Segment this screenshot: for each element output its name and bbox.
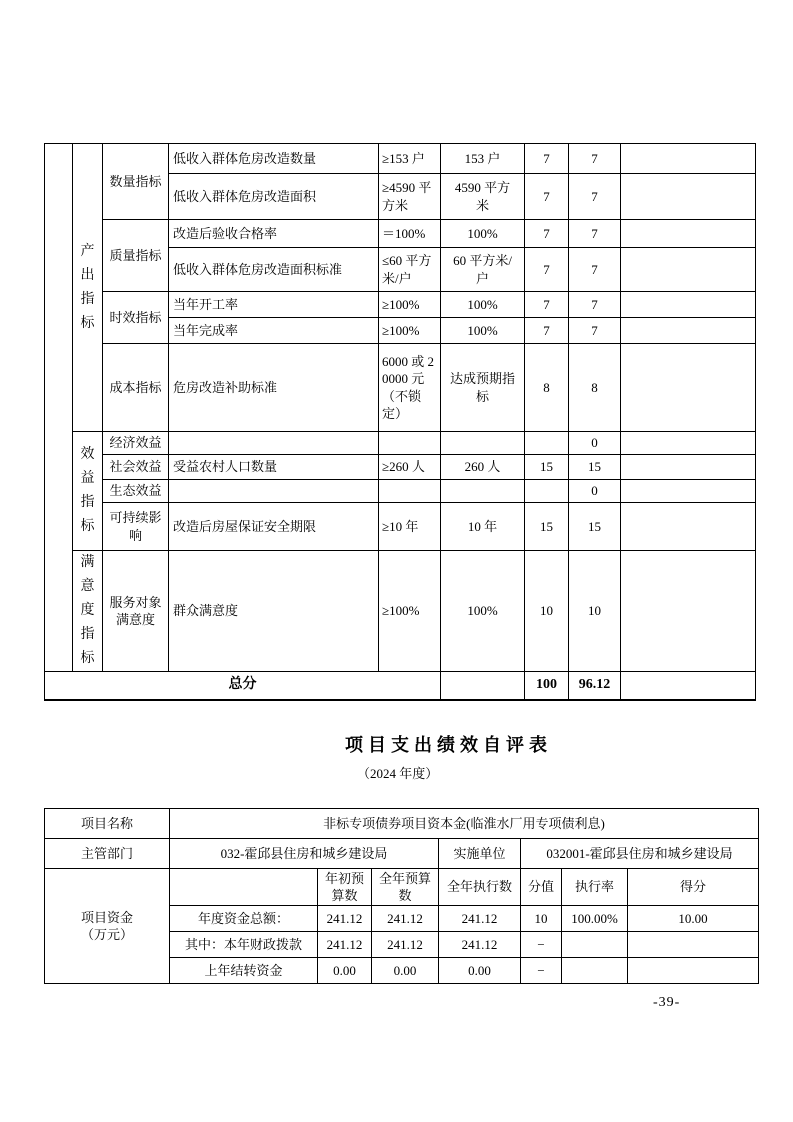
table-row xyxy=(45,839,759,869)
indicator-name-cell: 低收入群体危房改造数量 xyxy=(169,144,379,174)
remark-cell xyxy=(621,292,756,318)
actual-value-cell: 4590 平方米 xyxy=(441,174,525,220)
fund-executed-cell: 0.00 xyxy=(439,958,521,984)
header-annual-budget: 全年预算数 xyxy=(372,869,439,906)
page-title: 项目支出绩效自评表 xyxy=(345,735,552,755)
fund-score-cell xyxy=(628,958,759,984)
points-cell: 15 xyxy=(525,455,569,480)
subgroup-cell: 成本指标 xyxy=(103,344,169,432)
funds-label-cell xyxy=(45,869,170,984)
fund-score-cell: 10.00 xyxy=(628,906,759,932)
score-cell: 7 xyxy=(569,248,621,292)
indicator-name-cell: 当年完成率 xyxy=(169,318,379,344)
fund-row-label: 其中：本年财政拨款 xyxy=(170,932,318,958)
table-row xyxy=(45,455,756,480)
target-value-cell: ＝100% xyxy=(379,220,441,248)
target-value-cell xyxy=(379,432,441,455)
target-value-cell: ≥100% xyxy=(379,551,441,672)
fund-executed-cell: 241.12 xyxy=(439,906,521,932)
total-label-cell: 总分 xyxy=(45,672,441,700)
actual-value-cell: 达成预期指标 xyxy=(441,344,525,432)
fund-points-cell: − xyxy=(521,932,562,958)
score-cell: 15 xyxy=(569,503,621,551)
actual-value-cell: 260 人 xyxy=(441,455,525,480)
fund-annual-cell: 241.12 xyxy=(372,932,439,958)
project-name-label-cell: 项目名称 xyxy=(45,809,170,839)
fund-rate-cell xyxy=(562,932,628,958)
fund-executed-cell: 241.12 xyxy=(439,932,521,958)
points-cell: 15 xyxy=(525,503,569,551)
actual-value-cell: 10 年 xyxy=(441,503,525,551)
dept-label-cell: 主管部门 xyxy=(45,839,170,869)
indicator-name-cell: 低收入群体危房改造面积 xyxy=(169,174,379,220)
score-cell: 7 xyxy=(569,174,621,220)
table-row xyxy=(45,344,756,432)
points-cell: 10 xyxy=(525,551,569,672)
target-value-cell: ≥260 人 xyxy=(379,455,441,480)
table-row xyxy=(45,503,756,551)
remark-cell xyxy=(621,220,756,248)
indicator-name-cell: 改造后验收合格率 xyxy=(169,220,379,248)
spacer-cell xyxy=(45,144,73,672)
points-cell: 7 xyxy=(525,220,569,248)
table-row xyxy=(45,480,756,503)
table-row xyxy=(45,551,756,672)
score-cell: 7 xyxy=(569,144,621,174)
table-row xyxy=(45,220,756,248)
total-points-cell: 100 xyxy=(525,672,569,700)
points-cell: 7 xyxy=(525,144,569,174)
total-score-cell: 96.12 xyxy=(569,672,621,700)
actual-value-cell: 100% xyxy=(441,220,525,248)
actual-value-cell xyxy=(441,432,525,455)
score-cell: 7 xyxy=(569,292,621,318)
subgroup-cell: 可持续影响 xyxy=(103,503,169,551)
remark-cell xyxy=(621,318,756,344)
points-cell: 7 xyxy=(525,248,569,292)
table-row xyxy=(45,432,756,455)
score-cell: 8 xyxy=(569,344,621,432)
score-cell: 10 xyxy=(569,551,621,672)
score-cell: 7 xyxy=(569,220,621,248)
table-row xyxy=(45,809,759,839)
points-cell: 7 xyxy=(525,318,569,344)
remark-cell xyxy=(621,248,756,292)
target-value-cell: ≥153 户 xyxy=(379,144,441,174)
fund-rate-cell xyxy=(562,958,628,984)
group-cell-output xyxy=(73,144,103,432)
actual-value-cell: 100% xyxy=(441,318,525,344)
subgroup-cell: 经济效益 xyxy=(103,432,169,455)
indicator-name-cell: 危房改造补助标准 xyxy=(169,344,379,432)
target-value-cell: ≤60 平方米/户 xyxy=(379,248,441,292)
indicator-name-cell xyxy=(169,480,379,503)
target-value-cell: ≥10 年 xyxy=(379,503,441,551)
table-row xyxy=(45,869,759,906)
indicator-name-cell: 受益农村人口数量 xyxy=(169,455,379,480)
subgroup-cell: 时效指标 xyxy=(103,292,169,344)
fund-annual-cell: 241.12 xyxy=(372,906,439,932)
score-cell: 15 xyxy=(569,455,621,480)
page-subtitle: （2024 年度） xyxy=(357,766,439,781)
remark-cell xyxy=(621,144,756,174)
subgroup-cell: 质量指标 xyxy=(103,220,169,292)
table-row xyxy=(45,292,756,318)
header-score: 得分 xyxy=(628,869,759,906)
header-executed: 全年执行数 xyxy=(439,869,521,906)
points-cell xyxy=(525,480,569,503)
remark-cell xyxy=(621,551,756,672)
fund-score-cell xyxy=(628,932,759,958)
performance-indicator-table xyxy=(44,143,756,701)
remark-cell xyxy=(621,432,756,455)
header-initial-budget: 年初预算数 xyxy=(318,869,372,906)
impl-value-cell: 032001-霍邱县住房和城乡建设局 xyxy=(521,839,759,869)
fund-row-label: 上年结转资金 xyxy=(170,958,318,984)
subgroup-cell: 生态效益 xyxy=(103,480,169,503)
target-value-cell: ≥4590 平方米 xyxy=(379,174,441,220)
points-cell xyxy=(525,432,569,455)
target-value-cell xyxy=(379,480,441,503)
group-cell-satisfaction xyxy=(73,551,103,672)
page-number: -39- xyxy=(653,995,681,1010)
indicator-name-cell: 低收入群体危房改造面积标准 xyxy=(169,248,379,292)
indicator-name-cell: 群众满意度 xyxy=(169,551,379,672)
remark-cell xyxy=(621,503,756,551)
fund-points-cell: − xyxy=(521,958,562,984)
fund-initial-cell: 0.00 xyxy=(318,958,372,984)
self-evaluation-table xyxy=(44,808,759,984)
remark-cell xyxy=(621,344,756,432)
actual-value-cell: 100% xyxy=(441,292,525,318)
remark-cell xyxy=(621,480,756,503)
fund-initial-cell: 241.12 xyxy=(318,906,372,932)
subgroup-cell: 服务对象满意度 xyxy=(103,551,169,672)
total-row xyxy=(45,672,756,700)
group-cell-benefit xyxy=(73,432,103,551)
fund-rate-cell: 100.00% xyxy=(562,906,628,932)
points-cell: 7 xyxy=(525,292,569,318)
total-empty-cell xyxy=(441,672,525,700)
target-value-cell: 6000 或 20000 元（不锁定） xyxy=(379,344,441,432)
group-label-output: 产出指标 xyxy=(80,243,95,331)
indicator-name-cell: 改造后房屋保证安全期限 xyxy=(169,503,379,551)
target-value-cell: ≥100% xyxy=(379,318,441,344)
score-cell: 0 xyxy=(569,480,621,503)
project-name-value-cell: 非标专项债券项目资本金(临淮水厂用专项债利息) xyxy=(170,809,759,839)
subgroup-cell: 社会效益 xyxy=(103,455,169,480)
group-label-benefit: 效益指标 xyxy=(80,447,95,534)
remark-cell xyxy=(621,174,756,220)
fund-points-cell: 10 xyxy=(521,906,562,932)
points-cell: 8 xyxy=(525,344,569,432)
indicator-name-cell xyxy=(169,432,379,455)
fund-annual-cell: 0.00 xyxy=(372,958,439,984)
score-cell: 7 xyxy=(569,318,621,344)
subgroup-cell: 数量指标 xyxy=(103,144,169,220)
actual-value-cell: 153 户 xyxy=(441,144,525,174)
fund-initial-cell: 241.12 xyxy=(318,932,372,958)
points-cell: 7 xyxy=(525,174,569,220)
total-remark-cell xyxy=(621,672,756,700)
actual-value-cell: 100% xyxy=(441,551,525,672)
fund-row-label: 年度资金总额： xyxy=(170,906,318,932)
header-points: 分值 xyxy=(521,869,562,906)
header-rate: 执行率 xyxy=(562,869,628,906)
group-label-satisfaction: 满意度指标 xyxy=(80,555,95,666)
funds-label-line2: （万元） xyxy=(80,927,133,942)
dept-value-cell: 032-霍邱县住房和城乡建设局 xyxy=(170,839,439,869)
funds-label-line1: 项目资金 xyxy=(80,909,133,925)
remark-cell xyxy=(621,455,756,480)
header-empty-cell xyxy=(170,869,318,906)
score-cell: 0 xyxy=(569,432,621,455)
actual-value-cell xyxy=(441,480,525,503)
impl-label-cell: 实施单位 xyxy=(439,839,521,869)
target-value-cell: ≥100% xyxy=(379,292,441,318)
table-row xyxy=(45,144,756,174)
indicator-name-cell: 当年开工率 xyxy=(169,292,379,318)
actual-value-cell: 60 平方米/户 xyxy=(441,248,525,292)
